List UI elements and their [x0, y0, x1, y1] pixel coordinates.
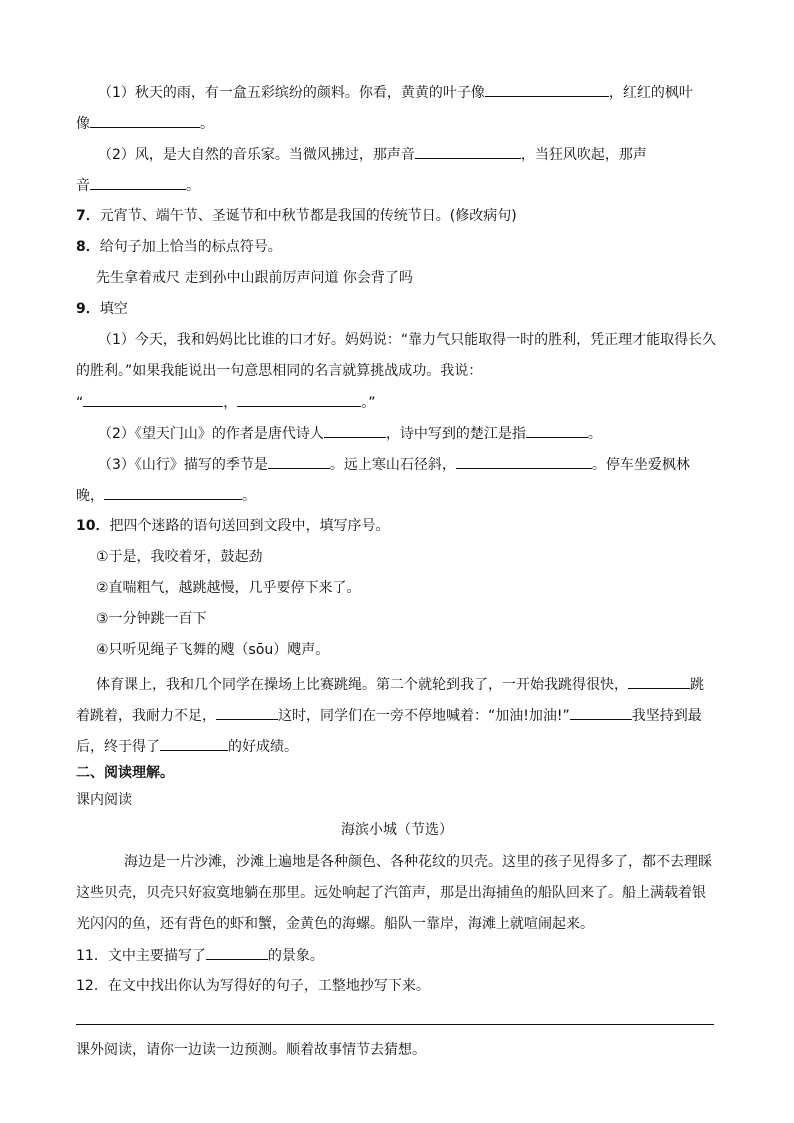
q6-item-1-line-1: （1）秋天的雨，有一盒五彩缤纷的颜料。你看，黄黄的叶子像 ，红红的枫叶 [98, 82, 693, 103]
q10-option-1: ①于是，我咬着牙，鼓起劲 [96, 549, 263, 565]
answer-blank[interactable] [237, 392, 361, 407]
question-10: 10．把四个迷路的语句送回到文段中，填写序号。 [76, 518, 390, 534]
q9-item-1-line-3: “ ， 。” [76, 392, 376, 413]
answer-blank[interactable] [83, 392, 223, 407]
q10-option-2: ②直喘粗气，越跳越慢，几乎要停下来了。 [96, 580, 361, 596]
answer-blank[interactable] [104, 485, 242, 500]
passage-line-1: 海边是一片沙滩，沙滩上遍地是各种颜色、各种花纹的贝壳。这里的孩子见得多了，都不去理睬 [124, 854, 712, 870]
passage-title: 海滨小城（节选） [341, 822, 453, 838]
q9-item-3-line-1: （3）《山行》描写的季节是 。远上寒山石径斜， 。停车坐爱枫林 [98, 454, 690, 475]
q6-item-2-line-1: （2）风，是大自然的音乐家。当微风拂过，那声音 ，当狂风吹起，那声 [98, 144, 647, 165]
answer-blank[interactable] [526, 423, 588, 438]
answer-blank[interactable] [90, 113, 200, 128]
answer-blank[interactable] [206, 945, 268, 960]
passage-line-3: 光闪闪的鱼，还有背色的虾和蟹，金黄色的海螺。船队一靠岸，海滩上就喧闹起来。 [76, 916, 594, 932]
question-8: 8．给句子加上恰当的标点符号。 [76, 239, 282, 255]
question-number: 11． [76, 948, 108, 964]
q6-item-1-line-2: 像 。 [76, 113, 214, 134]
q10-paragraph-line-2: 着跳着，我耐力不足， 这时，同学们在一旁不停地喊着：“加油!加油!” 我坚持到最 [76, 705, 702, 726]
question-number: 10． [76, 518, 110, 534]
answer-blank[interactable] [570, 705, 632, 720]
answer-blank[interactable] [324, 423, 386, 438]
answer-blank[interactable] [160, 736, 228, 751]
q6-item-2-line-2: 音 。 [76, 175, 200, 196]
question-12: 12．在文中找出你认为写得好的句子，工整地抄写下来。 [76, 978, 430, 994]
section-2-title: 二、阅读理解。 [76, 765, 174, 781]
answer-blank[interactable] [268, 454, 330, 469]
q10-option-3: ③一分钟跳一百下 [96, 611, 207, 627]
section-2-subtitle: 课内阅读 [76, 792, 132, 808]
q10-option-4: ④只听见绳子飞舞的飕（sōu）飕声。 [96, 642, 330, 658]
answer-blank[interactable] [628, 674, 690, 689]
question-number: 12． [76, 978, 108, 994]
answer-blank[interactable] [415, 144, 521, 159]
answer-writing-line[interactable] [76, 1024, 714, 1025]
answer-blank[interactable] [456, 454, 592, 469]
q9-item-2: （2）《望天门山》的作者是唐代诗人 ，诗中写到的楚江是指 。 [98, 423, 602, 444]
q9-item-3-line-2: 晚， 。 [76, 485, 256, 506]
q10-paragraph-line-3: 后，终于得了 的好成绩。 [76, 736, 298, 757]
answer-blank[interactable] [216, 705, 278, 720]
answer-blank[interactable] [90, 175, 186, 190]
question-number: 9． [76, 301, 100, 317]
q8-sentence: 先生拿着戒尺 走到孙中山跟前厉声问道 你会背了吗 [96, 270, 413, 286]
question-number: 7． [76, 208, 100, 224]
q9-item-1-line-2: 的胜利。”如果我能说出一句意思相同的名言就算挑战成功。我说： [76, 363, 483, 379]
passage-line-2: 这些贝壳，贝壳只好寂寞地躺在那里。远处响起了汽笛声，那是出海捕鱼的船队回来了。船上满载着银 [76, 885, 706, 901]
question-7: 7．元宵节、端午节、圣诞节和中秋节都是我国的传统节日。(修改病句) [76, 208, 517, 224]
question-number: 8． [76, 239, 100, 255]
q9-item-1-line-1: （1）今天，我和妈妈比比谁的口才好。妈妈说：“靠力气只能取得一时的胜利，凭正理才能取得长久 [98, 332, 717, 348]
question-9: 9．填空 [76, 301, 128, 317]
q10-paragraph-line-1: 体育课上，我和几个同学在操场上比赛跳绳。第二个就轮到我了，一开始我跳得很快， 跳 [96, 674, 704, 695]
question-11: 11．文中主要描写了 的景象。 [76, 945, 324, 966]
answer-blank[interactable] [485, 82, 609, 97]
outside-reading-instruction: 课外阅读，请你一边读一边预测。顺着故事情节去猜想。 [76, 1042, 426, 1058]
